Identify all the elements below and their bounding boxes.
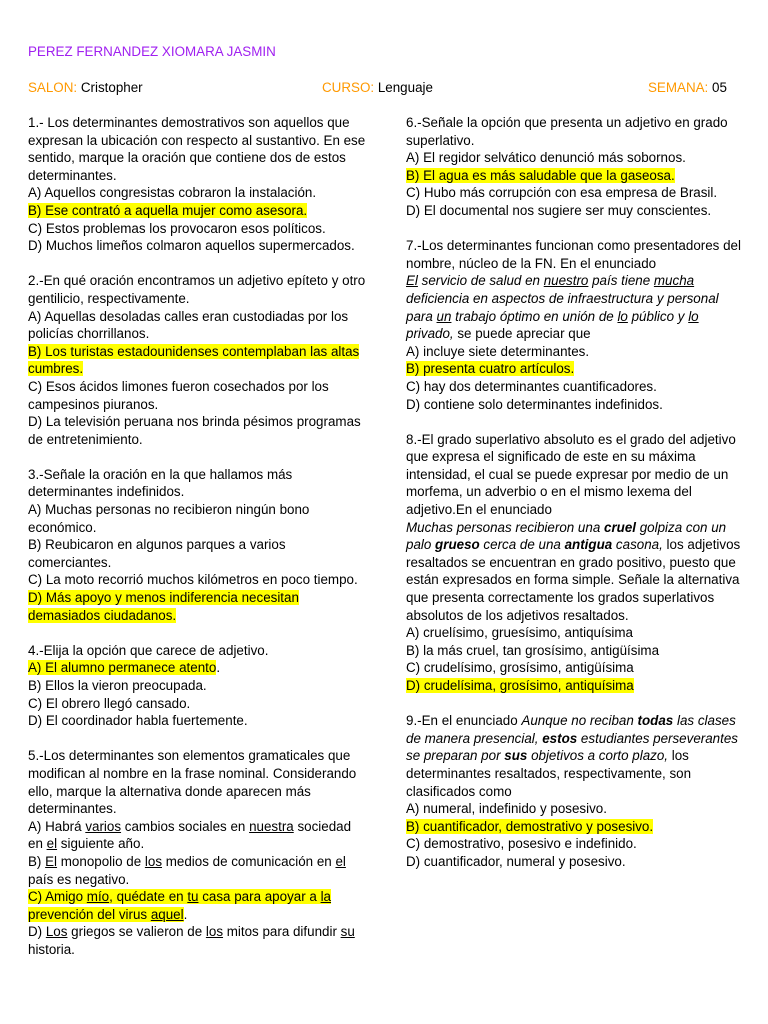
question-5: [28, 747, 368, 958]
question-7: [406, 237, 746, 413]
option-d: [406, 677, 746, 695]
text-run: estudiantes perseverantes se preparan por: [406, 730, 738, 764]
question-stem: 2.-En qué oración encontramos un adjetivo epíteto y otro gentilicio, respectivamente.: [28, 273, 366, 306]
bold-word: grueso: [435, 537, 480, 553]
question-4: [28, 642, 368, 730]
option-c: [28, 888, 368, 923]
question-stem: [406, 712, 746, 800]
option-b: B) la más cruel, tan grosísimo, antigüísima: [406, 642, 660, 658]
underlined-word: varios: [85, 818, 122, 834]
question-stem: [406, 431, 746, 625]
option-b: B) Ellos la vieron preocupada.: [28, 678, 207, 693]
text-run: A) Habrá: [28, 818, 86, 834]
text-run: B): [28, 853, 46, 869]
text-run: sociedad en: [28, 818, 352, 852]
option-b: [406, 167, 746, 185]
left-column: [28, 114, 368, 976]
option-b: B) Reubicaron en algunos parques a varios comerciantes.: [28, 537, 286, 570]
text-run: 9.-En el enunciado: [406, 713, 522, 729]
option-a: A) Aquellas desoladas calles eran custodiadas por los policías chorrillanos.: [28, 308, 349, 342]
option-d: D) Muchos limeños colmaron aquellos supermercados.: [28, 238, 355, 254]
underlined-word: Los: [45, 924, 68, 940]
semana-label: SEMANA:: [648, 80, 709, 95]
underlined-word: El: [45, 853, 58, 869]
semana-field: [648, 79, 727, 97]
underlined-word: aquel: [150, 906, 184, 922]
salon-field: [28, 79, 143, 97]
option-a: A) Muchas personas no recibieron ningún bono económico.: [28, 502, 310, 535]
text-run: servicio de salud en: [417, 273, 544, 289]
option-a: A) cruelísimo, gruesísimo, antiquísima: [406, 625, 633, 641]
text-run: siguiente año.: [57, 836, 145, 852]
question-6: [406, 114, 746, 220]
text-run: 7.-Los determinantes funcionan como presentadores del nombre, núcleo de la FN. En el enunciado: [406, 238, 741, 271]
salon-value: Cristopher: [80, 80, 143, 95]
text-run: historia.: [28, 941, 75, 957]
option-c: C) Hubo más corrupción con esa empresa de Brasil.: [406, 185, 718, 201]
option-d: [28, 589, 368, 624]
option-d: D) cuantificador, numeral y posesivo.: [406, 853, 626, 869]
underlined-word: lo: [688, 308, 699, 324]
bold-word: todas: [637, 713, 674, 729]
option-d: D) contiene solo determinantes indefinidos.: [406, 396, 663, 412]
text-run: , quédate en: [109, 889, 188, 905]
highlighted-answer: B) cuantificador, demostrativo y posesivo.: [406, 818, 654, 834]
underlined-word: los: [205, 924, 224, 940]
text-run: casona,: [612, 537, 663, 553]
highlighted-answer: D) crudelísima, grosísimo, antiquísima: [406, 678, 634, 693]
option-c: C) Estos problemas los provocaron esos políticos.: [28, 220, 326, 236]
option-d: [28, 923, 368, 958]
text-run: D): [28, 924, 46, 940]
text-run: 8.-El grado superlativo absoluto es el grado del adjetivo que expresa el significado de este en su máxima intensidad, el cual se puede expresar por medio de un morfema, un adverbio o en el mismo lexema del adjetivo.En el enunciado: [406, 431, 736, 518]
option-b: [28, 202, 368, 220]
text-run: país es negativo.: [28, 871, 130, 887]
question-stem: 3.-Señale la oración en la que hallamos más determinantes indefinidos.: [28, 466, 293, 500]
underlined-word: la: [320, 889, 332, 905]
text-run: Muchas personas recibieron una: [406, 519, 604, 535]
curso-value: Lenguaje: [377, 80, 433, 95]
option-c: C) La moto recorrió muchos kilómetros en poco tiempo.: [28, 572, 358, 588]
option-a: A) numeral, indefinido y posesivo.: [406, 801, 607, 817]
option-d: D) La televisión peruana nos brinda pésimos programas de entretenimiento.: [28, 414, 361, 447]
text-run: público y: [627, 308, 689, 324]
underlined-word: El: [406, 273, 418, 289]
highlighted-answer: B) presenta cuatro artículos.: [406, 361, 575, 377]
text-run: mitos para difundir: [223, 924, 341, 940]
text-run: griegos se valieron de: [67, 924, 206, 940]
text-run: C) Amigo: [28, 889, 87, 905]
text-run: prevención del virus: [28, 906, 151, 922]
option-b: [406, 360, 746, 378]
text-run: golpiza con un palo: [406, 519, 727, 553]
option-b: [406, 818, 746, 836]
curso-field: [322, 79, 433, 97]
text-run: las clases de manera presencial,: [406, 713, 736, 746]
option-c: C) hay dos determinantes cuantificadores.: [406, 378, 657, 394]
option-b: [28, 343, 368, 378]
text-run: trabajo óptimo en unión de: [451, 308, 618, 324]
question-9: [406, 712, 746, 870]
underlined-word: el: [335, 853, 346, 869]
text-run: los adjetivos resaltados se encuentran en grado positivo, puesto que están expresados en forma simple. Señale la alternativa que presenta correctamente los grados superlativos absolutos de los adjetivos resaltados.: [406, 537, 741, 623]
highlighted-answer: A) El alumno permanece atento: [28, 660, 217, 676]
text-run: Aunque no reciban: [521, 713, 638, 729]
option-c: C) demostrativo, posesivo e indefinido.: [406, 836, 637, 852]
question-8: [406, 431, 746, 695]
option-c: C) El obrero llegó cansado.: [28, 695, 191, 711]
bold-word: antigua: [564, 537, 613, 553]
underlined-word: nuestro: [543, 273, 589, 289]
text-run: se puede apreciar que: [453, 326, 591, 342]
question-stem: 5.-Los determinantes son elementos gramaticales que modifican al nombre en la frase nominal. Considerando ello, marque la alternativa donde aparecen más determinantes.: [28, 748, 357, 817]
question-stem: 6.-Señale la opción que presenta un adjetivo en grado superlativo.: [406, 115, 728, 148]
bold-word: estos: [542, 730, 578, 746]
underlined-word: mucha: [653, 273, 695, 289]
option-a: [28, 818, 368, 853]
underlined-word: nuestra: [249, 818, 294, 834]
underlined-word: los: [144, 853, 163, 869]
option-a: A) incluye siete determinantes.: [406, 343, 590, 359]
text-run: los determinantes resaltados, respectivamente, son clasificados como: [406, 748, 692, 799]
semana-value: 05: [712, 80, 727, 95]
option-a-tail: .: [216, 660, 221, 676]
question-2: [28, 272, 368, 448]
option-a: A) El regidor selvático denunció más sobornos.: [406, 150, 686, 166]
student-name: PEREZ FERNANDEZ XIOMARA JASMIN: [28, 44, 276, 59]
option-c: C) crudelísimo, grosísimo, antigüísima: [406, 660, 634, 676]
salon-label: SALON:: [28, 80, 78, 95]
question-1: [28, 114, 368, 255]
highlighted-answer: B) Ese contrató a aquella mujer como asesora.: [28, 202, 308, 218]
question-3: [28, 466, 368, 624]
highlighted-answer: D) Más apoyo y menos indiferencia necesitan demasiados ciudadanos.: [28, 590, 299, 623]
option-c: C) Esos ácidos limones fueron cosechados por los campesinos piuranos.: [28, 378, 329, 412]
text-run: objetivos a corto plazo,: [527, 748, 669, 764]
option-d: D) El documental nos sugiere ser muy conscientes.: [406, 202, 712, 218]
underlined-word: tu: [187, 889, 199, 905]
underlined-word: un: [436, 308, 452, 324]
underlined-word: el: [46, 836, 58, 852]
underlined-word: lo: [617, 308, 628, 324]
question-stem: [406, 237, 746, 343]
bold-word: cruel: [604, 519, 637, 535]
text-run: cambios sociales en: [121, 818, 250, 834]
right-column: [406, 114, 746, 888]
question-stem: 4.-Elija la opción que carece de adjetivo.: [28, 642, 269, 658]
underlined-word: mío: [86, 889, 110, 905]
text-run: deficiencia en aspectos de infraestructura y personal para: [406, 290, 719, 324]
underlined-word: su: [340, 924, 355, 940]
text-run: monopolio de: [57, 853, 145, 869]
option-b: [28, 853, 368, 888]
text-run: privado,: [406, 326, 454, 342]
highlighted-answer: B) Los turistas estadounidenses contemplaban las altas cumbres.: [28, 343, 360, 377]
text-run: país tiene: [588, 273, 654, 289]
text-run: .: [183, 906, 188, 922]
bold-word: sus: [504, 748, 528, 764]
curso-label: CURSO:: [322, 80, 375, 95]
text-run: casa para apoyar a: [198, 889, 321, 905]
option-d: D) El coordinador habla fuertemente.: [28, 713, 248, 729]
highlighted-answer: [28, 889, 331, 922]
text-run: cerca de una: [479, 537, 565, 553]
option-a: [28, 659, 368, 677]
option-a: A) Aquellos congresistas cobraron la instalación.: [28, 185, 317, 201]
highlighted-answer: B) El agua es más saludable que la gaseosa.: [406, 167, 675, 183]
question-stem: 1.- Los determinantes demostrativos son aquellos que expresan la ubicación con respecto al sustantivo. En ese sentido, marque la oración que contiene dos de estos determinantes.: [28, 115, 366, 183]
text-run: medios de comunicación en: [162, 853, 336, 869]
